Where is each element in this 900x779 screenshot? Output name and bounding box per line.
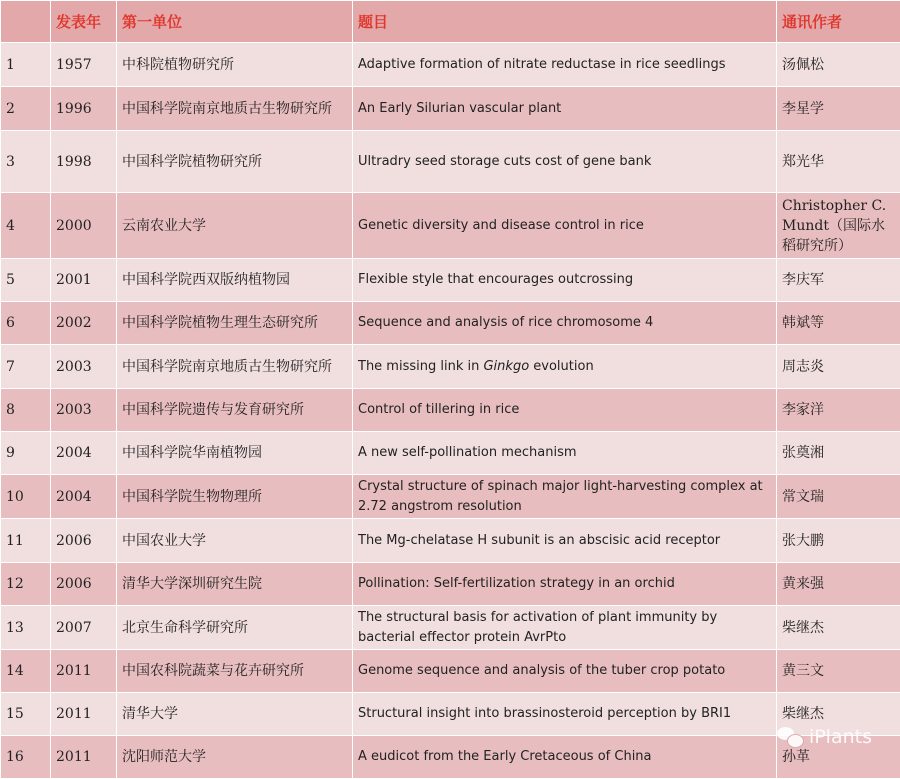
- cell-institution: 中国科学院生物物理所: [117, 475, 353, 519]
- title-text: The structural basis for activation of plant immunity by bacterial effector protein AvrPto: [358, 610, 717, 645]
- watermark: [777, 726, 872, 748]
- cell-title: [353, 736, 777, 779]
- cell-year: 2003: [51, 345, 117, 389]
- cell-institution: 中国科学院华南植物园: [117, 432, 353, 475]
- cell-title: [353, 475, 777, 519]
- cell-title: [353, 563, 777, 606]
- cell-author: 张奠湘: [777, 432, 900, 475]
- cell-year: 1957: [51, 43, 117, 87]
- title-text: Sequence and analysis of rice chromosome 4: [358, 315, 653, 330]
- table-row: [1, 693, 900, 736]
- cell-title: [353, 131, 777, 193]
- cell-author: 张大鹏: [777, 519, 900, 563]
- cell-institution: 清华大学深圳研究生院: [117, 563, 353, 606]
- table-row: [1, 606, 900, 650]
- title-text: Flexible style that encourages outcrossing: [358, 272, 633, 287]
- cell-index: 4: [1, 193, 51, 259]
- table-row: [1, 43, 900, 87]
- cell-institution: 中国农科院蔬菜与花卉研究所: [117, 650, 353, 693]
- cell-author: 常文瑞: [777, 475, 900, 519]
- cell-index: 2: [1, 87, 51, 131]
- table-row: [1, 650, 900, 693]
- cell-author: 李家洋: [777, 389, 900, 432]
- table-row: [1, 259, 900, 302]
- title-text: Adaptive formation of nitrate reductase in rice seedlings: [358, 57, 726, 72]
- header-institution: 第一单位: [117, 1, 353, 43]
- cell-title: [353, 606, 777, 650]
- cell-title: [353, 519, 777, 563]
- cell-author: 李星学: [777, 87, 900, 131]
- cell-author: 黄来强: [777, 563, 900, 606]
- cell-title: [353, 43, 777, 87]
- cell-index: 14: [1, 650, 51, 693]
- table-row: [1, 432, 900, 475]
- title-italic-text: Ginkgo: [483, 359, 529, 374]
- title-text: Ultradry seed storage cuts cost of gene bank: [358, 154, 651, 169]
- table-row: [1, 193, 900, 259]
- cell-index: 16: [1, 736, 51, 779]
- cell-author: 韩斌等: [777, 302, 900, 345]
- title-text: Structural insight into brassinosteroid perception by BRI1: [358, 706, 731, 721]
- cell-index: 1: [1, 43, 51, 87]
- cell-year: 2001: [51, 259, 117, 302]
- watermark-text: iPlants: [809, 726, 872, 748]
- cell-title: [353, 193, 777, 259]
- wechat-icon: [777, 727, 803, 747]
- cell-author: 周志炎: [777, 345, 900, 389]
- cell-institution: 沈阳师范大学: [117, 736, 353, 779]
- cell-institution: 中科院植物研究所: [117, 43, 353, 87]
- title-text: Pollination: Self-fertilization strategy in an orchid: [358, 576, 675, 591]
- cell-index: 12: [1, 563, 51, 606]
- table-row: [1, 345, 900, 389]
- cell-author: 柴继杰: [777, 693, 900, 736]
- title-text: The missing link in: [358, 359, 483, 374]
- cell-year: 2003: [51, 389, 117, 432]
- table-row: [1, 389, 900, 432]
- cell-year: 2011: [51, 693, 117, 736]
- cell-author: 李庆军: [777, 259, 900, 302]
- cell-institution: 中国科学院南京地质古生物研究所: [117, 87, 353, 131]
- cell-title: [353, 389, 777, 432]
- table-row: [1, 736, 900, 779]
- cell-institution: 中国科学院西双版纳植物园: [117, 259, 353, 302]
- cell-index: 6: [1, 302, 51, 345]
- cell-index: 10: [1, 475, 51, 519]
- cell-year: 2006: [51, 519, 117, 563]
- cell-index: 5: [1, 259, 51, 302]
- title-text: A eudicot from the Early Cretaceous of China: [358, 749, 652, 764]
- table-row: [1, 302, 900, 345]
- header-author: 通讯作者: [777, 1, 900, 43]
- table-row: [1, 563, 900, 606]
- cell-year: 2007: [51, 606, 117, 650]
- cell-index: 9: [1, 432, 51, 475]
- cell-year: 2000: [51, 193, 117, 259]
- table-row: [1, 475, 900, 519]
- cell-author: 汤佩松: [777, 43, 900, 87]
- title-text: Genome sequence and analysis of the tuber crop potato: [358, 663, 725, 678]
- cell-year: 2004: [51, 432, 117, 475]
- cell-year: 1998: [51, 131, 117, 193]
- cell-author: 黄三文: [777, 650, 900, 693]
- cell-title: [353, 259, 777, 302]
- cell-index: 8: [1, 389, 51, 432]
- cell-institution: 北京生命科学研究所: [117, 606, 353, 650]
- table-row: [1, 131, 900, 193]
- title-text: Crystal structure of spinach major light-harvesting complex at 2.72 angstrom resolution: [358, 479, 763, 514]
- cell-institution: 中国科学院遗传与发育研究所: [117, 389, 353, 432]
- title-text: The Mg-chelatase H subunit is an abscisic acid receptor: [358, 533, 720, 548]
- cell-index: 7: [1, 345, 51, 389]
- cell-index: 3: [1, 131, 51, 193]
- table-body: [1, 43, 900, 779]
- cell-year: 2011: [51, 650, 117, 693]
- cell-author: Christopher C. Mundt（国际水稻研究所）: [777, 193, 900, 259]
- cell-author: 孙革: [777, 736, 900, 779]
- header-title: 题目: [353, 1, 777, 43]
- cell-title: [353, 87, 777, 131]
- cell-institution: 云南农业大学: [117, 193, 353, 259]
- cell-index: 15: [1, 693, 51, 736]
- header-year: 发表年: [51, 1, 117, 43]
- cell-institution: 中国科学院植物研究所: [117, 131, 353, 193]
- cell-institution: 中国科学院南京地质古生物研究所: [117, 345, 353, 389]
- title-text: Genetic diversity and disease control in rice: [358, 218, 644, 233]
- title-text: Control of tillering in rice: [358, 402, 519, 417]
- cell-title: [353, 345, 777, 389]
- header-row: [1, 1, 900, 43]
- cell-institution: 中国农业大学: [117, 519, 353, 563]
- header-index: [1, 1, 51, 43]
- cell-title: [353, 650, 777, 693]
- cell-year: 2006: [51, 563, 117, 606]
- cell-year: 2004: [51, 475, 117, 519]
- cell-author: 郑光华: [777, 131, 900, 193]
- cell-institution: 清华大学: [117, 693, 353, 736]
- cell-index: 11: [1, 519, 51, 563]
- cell-index: 13: [1, 606, 51, 650]
- cell-title: [353, 432, 777, 475]
- cell-title: [353, 302, 777, 345]
- cell-institution: 中国科学院植物生理生态研究所: [117, 302, 353, 345]
- cell-author: 柴继杰: [777, 606, 900, 650]
- title-text: A new self-pollination mechanism: [358, 445, 577, 460]
- table-row: [1, 519, 900, 563]
- title-tail-text: evolution: [529, 359, 594, 374]
- cell-year: 1996: [51, 87, 117, 131]
- cell-year: 2011: [51, 736, 117, 779]
- cell-title: [353, 693, 777, 736]
- cell-year: 2002: [51, 302, 117, 345]
- table-row: [1, 87, 900, 131]
- title-text: An Early Silurian vascular plant: [358, 101, 561, 116]
